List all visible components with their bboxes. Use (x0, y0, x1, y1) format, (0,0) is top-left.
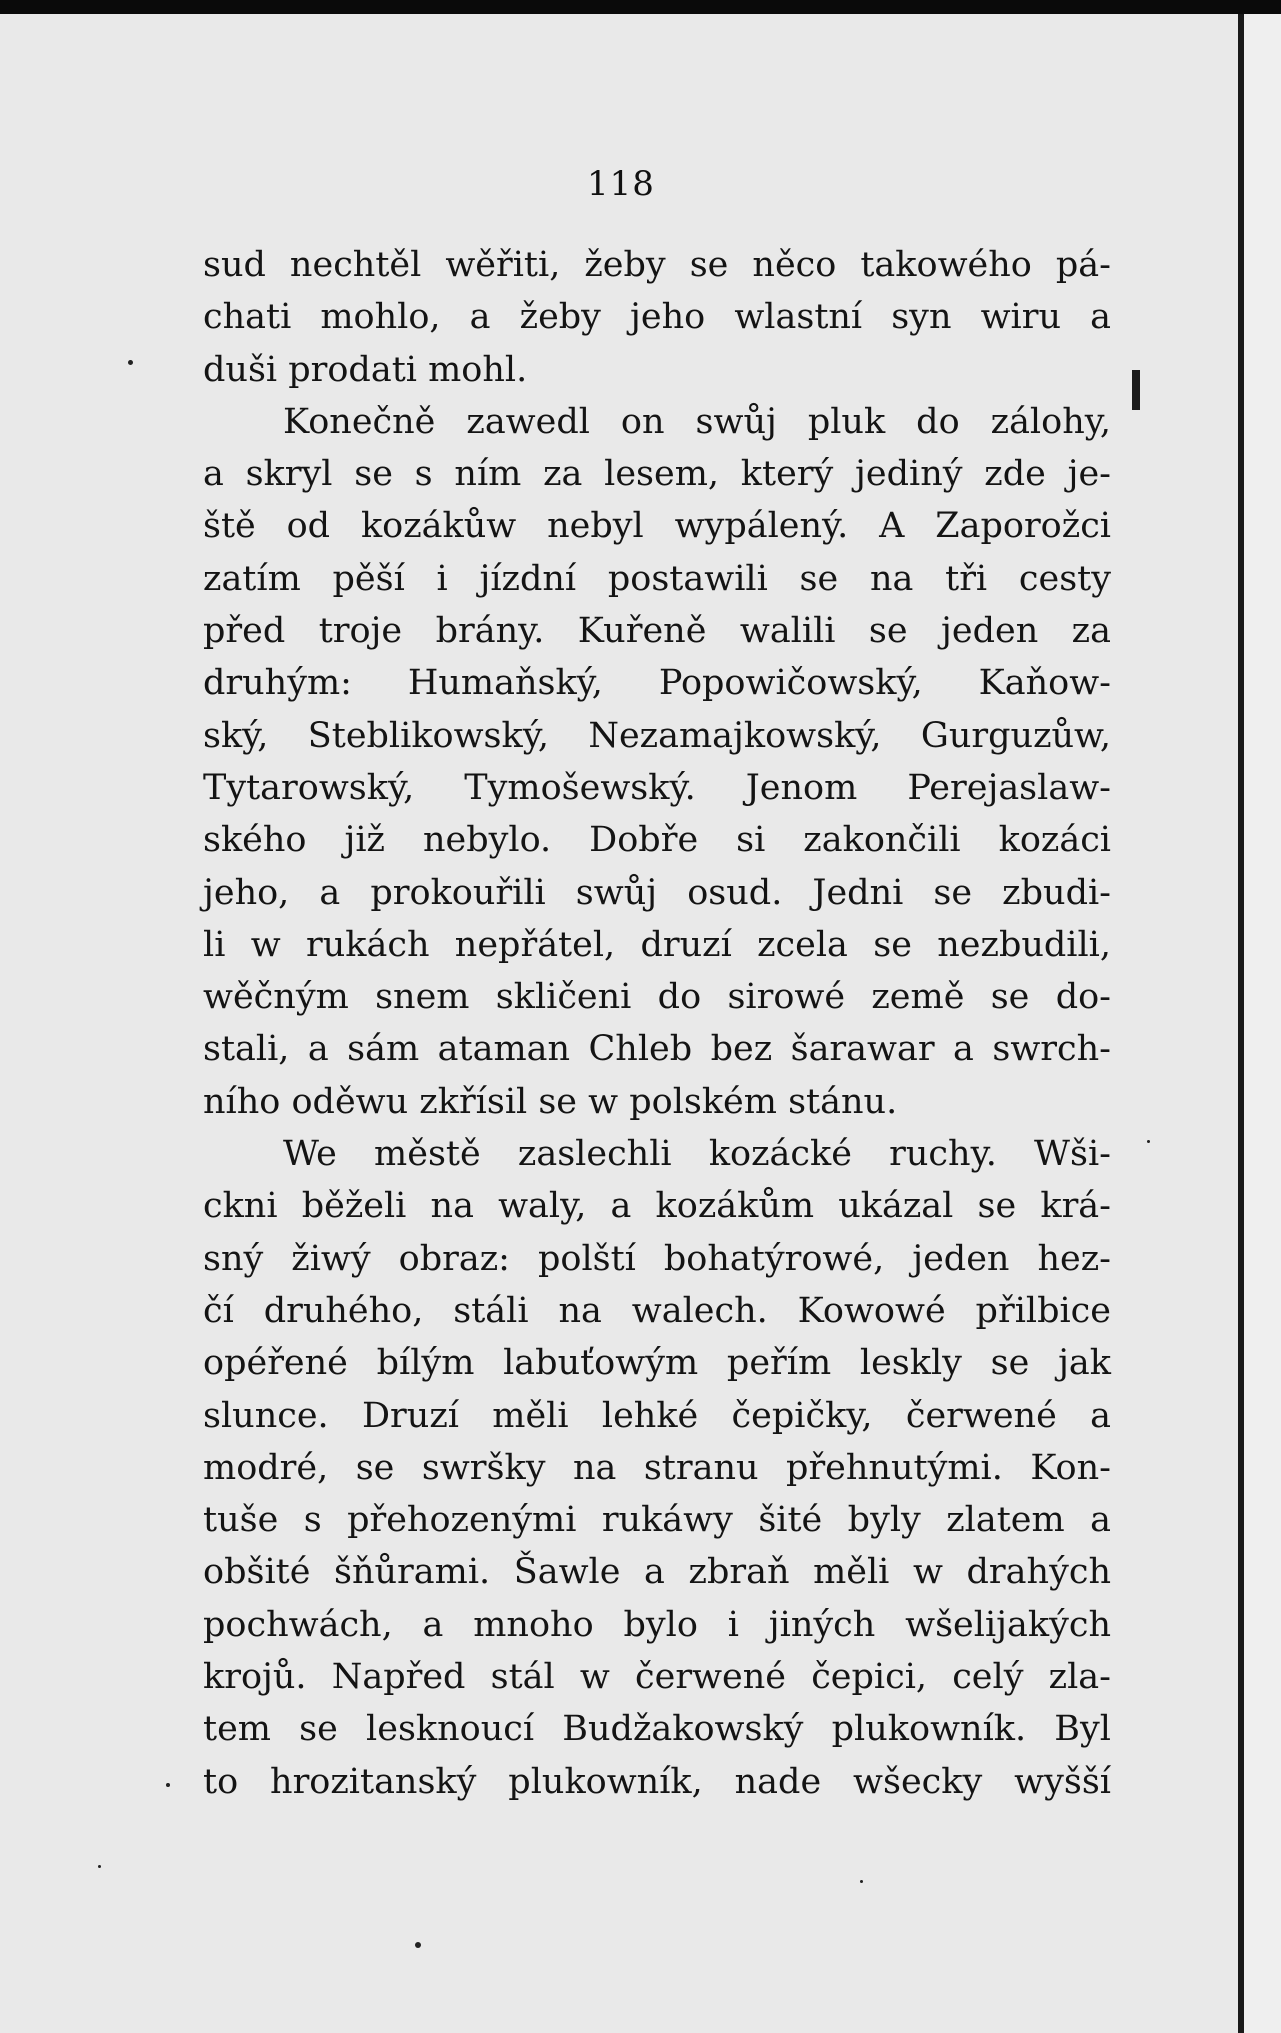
scan-speck (166, 1783, 170, 1787)
body-text (203, 239, 1111, 1808)
scan-speck (1147, 1140, 1150, 1143)
text-line: a skryl se s ním za lesem, který jediný zde je- (203, 454, 1111, 495)
text-line: před troje brány. Kuřeně walili se jeden za (203, 611, 1111, 652)
text-line: Tytarowský, Tymošewský. Jenom Perejaslaw- (203, 767, 1111, 808)
page-number: 118 (587, 164, 655, 204)
scan-speck (860, 1880, 863, 1883)
text-line: krojů. Napřed stál w čerwené čepici, celý zla- (203, 1657, 1111, 1698)
text-line: ckni běželi na waly, a kozákům ukázal se krá- (203, 1186, 1111, 1227)
text-line: duši prodati mohl. (203, 349, 528, 390)
text-line: jeho, a prokouřili swůj osud. Jedni se zbudi- (203, 872, 1111, 913)
text-line: tem se lesknoucí Budžakowský plukowník. Byl (203, 1709, 1111, 1750)
text-line: ský, Steblikowský, Nezamajkowský, Gurguzůw, (203, 715, 1111, 756)
scan-speck (128, 360, 133, 365)
text-line: stali, a sám ataman Chleb bez šarawar a swrch- (203, 1029, 1111, 1070)
text-line: wěčným snem skličeni do sirowé země se do- (203, 977, 1111, 1018)
text-line: sný žiwý obraz: polští bohatýrowé, jeden hez- (203, 1238, 1111, 1279)
text-line: slunce. Druzí měli lehké čepičky, čerwené a (203, 1395, 1111, 1436)
text-line: pochwách, a mnoho bylo i jiných wšelijakých (203, 1604, 1111, 1645)
text-line: chati mohlo, a žeby jeho wlastní syn wiru a (203, 297, 1111, 338)
text-line: to hrozitanský plukowník, nade wšecky wyšší (203, 1761, 1111, 1802)
text-line: ního oděwu zkřísil se w polském stánu. (203, 1081, 898, 1122)
text-line: opéřené bílým labuťowým peřím leskly se jak (203, 1343, 1111, 1384)
next-page-edge (1244, 14, 1281, 2033)
text-line: li w rukách nepřátel, druzí zcela se nezbudili, (203, 924, 1111, 965)
text-line: zatím pěší i jízdní postawili se na tři cesty (203, 558, 1111, 599)
margin-mark (1132, 370, 1140, 410)
text-line: obšité šňůrami. Šawle a zbraň měli w drahých (203, 1552, 1111, 1593)
text-line: ského již nebylo. Dobře si zakončili kozáci (203, 820, 1111, 861)
text-line: druhým: Humaňský, Popowičowský, Kaňow- (203, 663, 1111, 704)
text-line: We městě zaslechli kozácké ruchy. Wši- (283, 1134, 1111, 1175)
text-line: sud nechtěl wěřiti, žeby se něco takowého pá- (203, 245, 1111, 285)
scan-speck (98, 1865, 101, 1868)
text-line: čí druhého, stáli na walech. Kowowé přilbice (203, 1290, 1111, 1331)
text-line: Konečně zawedl on swůj pluk do zálohy, (283, 401, 1111, 442)
text-line: tuše s přehozenými rukáwy šité byly zlatem a (203, 1500, 1111, 1541)
text-line: ště od kozákůw nebyl wypálený. A Zaporožci (203, 506, 1111, 547)
scan-speck (415, 1942, 421, 1948)
text-line: modré, se swršky na stranu přehnutými. Kon- (203, 1447, 1111, 1488)
